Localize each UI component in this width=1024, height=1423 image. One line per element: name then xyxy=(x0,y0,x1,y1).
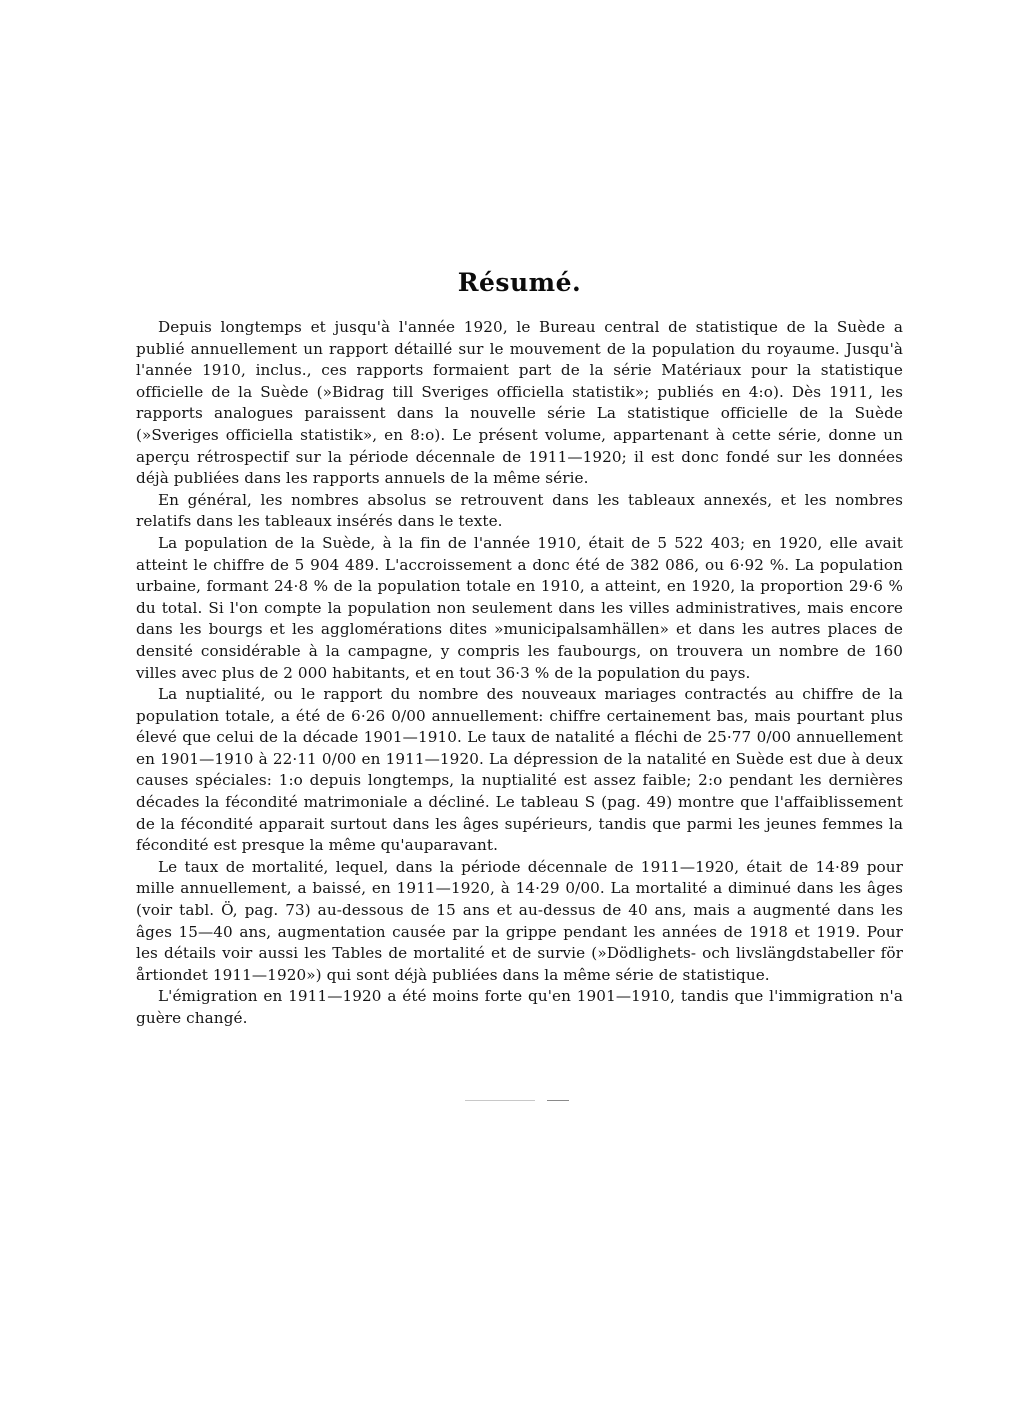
section-end-rule xyxy=(465,1097,569,1103)
rule-dash-left xyxy=(465,1100,535,1101)
paragraph-mortality: Le taux de mortalité, lequel, dans la période décennale de 1911—1920, était de 14·89 pour mille annuellement, a baissé, en 1911—1920, à 14·29 0/00. La mortalité a diminué dans les âges (voir tabl. Ö, pag. 73) au-dessous de 15 ans et au-dessus de 40 ans, mais a augmenté dans les âges 15—40 ans, augmentation causée par la grippe pendant les années de 1918 et 1919. Pour les détails voir aussi les Tables de mortalité et de survie (»Dödlighets- och livslängdstabeller för årtiondet 1911—1920») qui sont déjà publiées dans la même série de statistique. xyxy=(136,857,903,984)
paragraph-population: La population de la Suède, à la fin de l'année 1910, était de 5 522 403; en 1920, elle avait atteint le chiffre de 5 904 489. L'accroissement a donc été de 382 086, ou 6·92 %. La population urbaine, formant 24·8 % de la population totale en 1910, a atteint, en 1920, la proportion 29·6 % du total. Si l'on compte la population non seulement dans les villes administratives, mais encore dans les bourgs et les agglomérations dites »municipalsamhällen» et dans les autres places de densité considérable à la campagne, y compris les faubourgs, on trouvera un nombre de 160 villes avec plus de 2 000 habitants, et en tout 36·3 % de la population du pays. xyxy=(136,533,903,682)
page-title: Résumé. xyxy=(457,268,582,297)
paragraph-emigration: L'émigration en 1911—1920 a été moins forte qu'en 1901—1910, tandis que l'immigration n'a guère changé. xyxy=(136,987,903,1027)
paragraph-nuptiality-natality: La nuptialité, ou le rapport du nombre des nouveaux mariages contractés au chiffre de la population totale, a été de 6·26 0/00 annuellement: chiffre certainement bas, mais pourtant plus élevé que celui de la décade 1901—1910. Le taux de natalité a fléchi de 25·77 0/00 annuellement en 1901—1910 à 22·11 0/00 en 1911—1920. La dépression de la natalité en Suède est due à deux causes spéciales: 1:o depuis longtemps, la nuptialité est assez faible; 2:o pendant les dernières décades la fécondité matrimoniale a décliné. Le tableau S (pag. 49) montre que l'affaiblissement de la fécondité apparait surtout dans les âges supérieurs, tandis que parmi les jeunes femmes la fécondité est presque la même qu'auparavant. xyxy=(136,685,903,855)
rule-dash-right xyxy=(547,1100,569,1101)
resume-page xyxy=(136,268,903,1030)
paragraph-tables-note: En général, les nombres absolus se retrouvent dans les tableaux annexés, et les nombres relatifs dans les tableaux insérés dans le texte. xyxy=(136,490,903,531)
paragraph-introduction: Depuis longtemps et jusqu'à l'année 1920, le Bureau central de statistique de la Suède a publié annuellement un rapport détaillé sur le mouvement de la population du royaume. Jusqu'à l'année 1910, inclus., ces rapports formaient part de la série Matériaux pour la statistique officielle de la Suède (»Bidrag till Sveriges officiella statistik»; publiés en 4:o). Dès 1911, les rapports analogues paraissent dans la nouvelle série La statistique officielle de la Suède (»Sveriges officiella statistik», en 8:o). Le présent volume, appartenant à cette série, donne un aperçu rétrospectif sur la période décennale de 1911—1920; il est donc fondé sur les données déjà publiées dans les rapports annuels de la même série. xyxy=(136,318,903,488)
